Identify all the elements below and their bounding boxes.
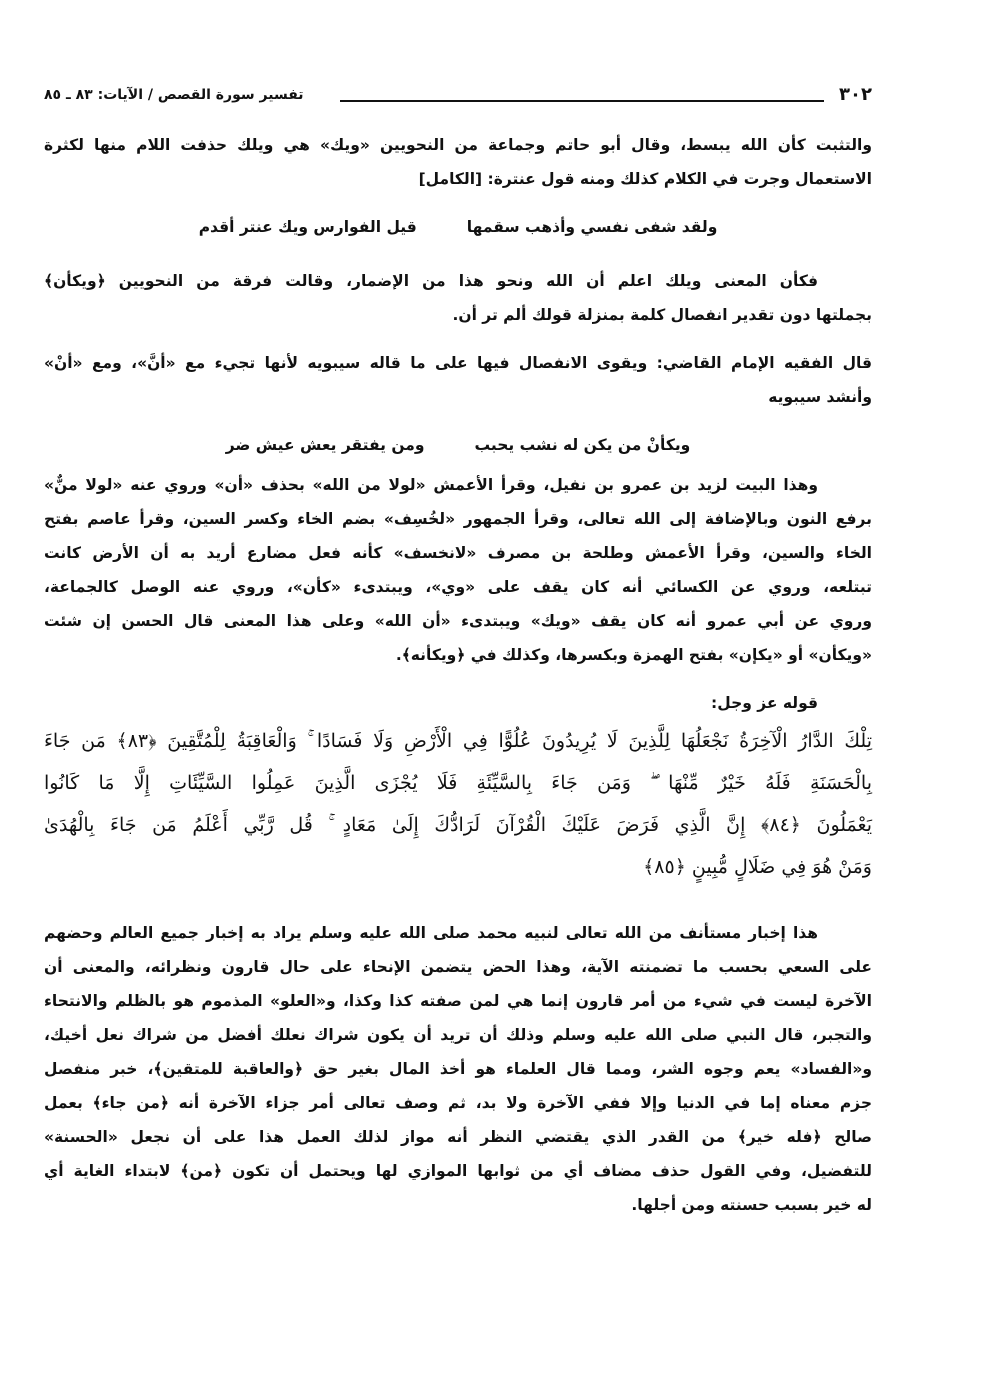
page-number: ٣٠٢ (839, 84, 872, 105)
running-header (44, 84, 872, 114)
spacer (44, 902, 872, 916)
verse-second-hemistich: ومن يفتقر يعش عيش ضر (225, 436, 425, 454)
text-line: هذا إخبار مستأنف من الله تعالى لنبيه محمد صلى الله عليه وسلم يراد به إخبار جميع العالم وحضهم (44, 924, 818, 942)
verse-second-hemistich: قيل الفوارس ويك عنتر أقدم (198, 218, 417, 236)
text-line: وهذا البيت لزيد بن عمرو بن نفيل، وقرأ الأعمش «لولا من الله» بحذف «أن» وروي عنه «لولا منٌّ» (44, 476, 818, 494)
text-line: فكأن المعنى ويلك اعلم أن الله ونحو هذا من الإضمار، وقالت فرقة من النحويين ﴿ويكأن﴾ (44, 272, 818, 290)
quran-line: تِلْكَ الدَّارُ الْآخِرَةُ نَجْعَلُهَا لِلَّذِينَ لَا يُرِيدُونَ عُلُوًّا فِي الْأَرْضِ وَلَا فَسَادًا ۚ وَالْعَاقِبَةُ لِلْمُتَّقِينَ ﴿٨٣﴾ مَن جَاءَ (44, 730, 872, 752)
text-line: وروي عن أبي عمرو أنه كان يقف «ويك» ويبتدىء «أن الله» وعلى هذا المعنى قال الحسن إن شئت (44, 612, 872, 630)
running-title: تفسير سورة القصص / الآيات: ٨٣ ـ ٨٥ (44, 87, 304, 103)
verse-first-hemistich: ويكأنْ من يكن له نشب يحبب (474, 436, 691, 454)
text-line: تبتلعه، وروي عن الكسائي أنه كان يقف على «وي»، ويبتدىء «كأن»، وروي عنه الوصل كالجماعة، (44, 578, 872, 596)
text-line: والتجبر، قال النبي صلى الله عليه وسلم وذلك أن تريد أن يكون شراك نعلك أفضل من شراك نعل أخيك، (44, 1026, 872, 1044)
text-line: على السعي بحسب ما تضمنته الآية، وهذا الحض يتضمن الإنحاء على حال قارون ونظرائه، والمعنى أن (44, 958, 872, 976)
poetry-verse-1 (44, 210, 872, 250)
spacer (44, 672, 872, 686)
text-line: «ويكأن» أو «يكإن» بفتح الهمزة وبكسرها، وكذلك في ﴿ويكأنه﴾. (395, 646, 872, 664)
spacer (44, 888, 872, 902)
text-line: و«الفساد» يعم وجوه الشر، ومما قال العلماء هو أخذ المال بغير حق ﴿والعاقبة للمتقين﴾، خبر منفصل (44, 1060, 872, 1078)
text-line: للتفضيل، وفي القول حذف مضاف أي من ثوابها الموازي لها ويحتمل أن تكون ﴿من﴾ لابتداء الغاية أي (44, 1162, 872, 1180)
verse-first-hemistich: ولقد شفى نفسي وأذهب سقمها (466, 218, 718, 236)
text-line: صالح ﴿فله خير﴾ من القدر الذي يقتضي النظر أنه مواز لذلك العمل هذا على أن نجعل «الحسنة» (44, 1128, 872, 1146)
quran-line: بِالْحَسَنَةِ فَلَهُ خَيْرٌ مِّنْهَا ۖ وَمَن جَاءَ بِالسَّيِّئَةِ فَلَا يُجْزَى الَّذِينَ عَمِلُوا السَّيِّئَاتِ إِلَّا مَا كَانُوا (44, 772, 872, 794)
paragraph-2 (44, 264, 872, 332)
quran-intro: قوله عز وجل: (711, 694, 818, 712)
paragraph-4 (44, 468, 872, 672)
text-line: جزم معناه إما في الدنيا وإلا ففي الآخرة ولا بد، ثم وصف تعالى أمر جزاء الآخرة أنه ﴿من جاء﴾ بعمل (44, 1094, 872, 1112)
text-line: الآخرة ليست في شيء من أمر قارون إنما هي لمن صفته كذا وكذا، و«العلو» المذموم هو بالظلم والانتحاء (44, 992, 872, 1010)
paragraph-5 (44, 916, 872, 1222)
paragraph-3 (44, 346, 872, 414)
header-rule (340, 100, 824, 102)
text-line: برفع النون وبالإضافة إلى الله تعالى، وقرأ الجمهور «لخُسِف» بضم الخاء وكسر السين، وقرأ عاصم بفتح (44, 510, 872, 528)
spacer (44, 196, 872, 210)
text-line: له خير بسبب حسنته ومن أجلها. (631, 1196, 872, 1214)
spacer (44, 414, 872, 428)
text-line: والتثبت كأن الله يبسط، وقال أبو حاتم وجماعة من النحويين «ويك» هي ويلك حذفت اللام منها لكثرة (44, 136, 872, 154)
text-line: وأنشد سيبويه (768, 388, 872, 406)
paragraph-1 (44, 128, 872, 196)
spacer (44, 250, 872, 264)
text-line: الخاء والسين، وقرأ الأعمش وطلحة بن مصرف «لانخسف» كأنه فعل مضارع أريد به أن الأرض كانت (44, 544, 872, 562)
quran-passage (44, 720, 872, 888)
text-line: قال الفقيه الإمام القاضي: ويقوى الانفصال فيها على ما قاله سيبويه لأنها تجيء مع «أنَّ»، ومع «أنْ» (44, 354, 872, 372)
text-line: بجملتها دون تقدير انفصال كلمة بمنزلة قولك ألم تر أن. (452, 306, 872, 324)
poetry-verse-2 (44, 428, 872, 468)
text-line: الاستعمال وجرت في الكلام كذلك ومنه قول عنترة: [الكامل] (418, 170, 872, 188)
quran-line: يَعْمَلُونَ ﴿٨٤﴾ إِنَّ الَّذِي فَرَضَ عَلَيْكَ الْقُرْآنَ لَرَادُّكَ إِلَىٰ مَعَادٍ ۚ قُل رَّبِّي أَعْلَمُ مَن جَاءَ بِالْهُدَىٰ (44, 814, 872, 836)
spacer (44, 332, 872, 346)
quran-line: وَمَنْ هُوَ فِي ضَلَالٍ مُّبِينٍ ﴿٨٥﴾ (643, 856, 872, 878)
